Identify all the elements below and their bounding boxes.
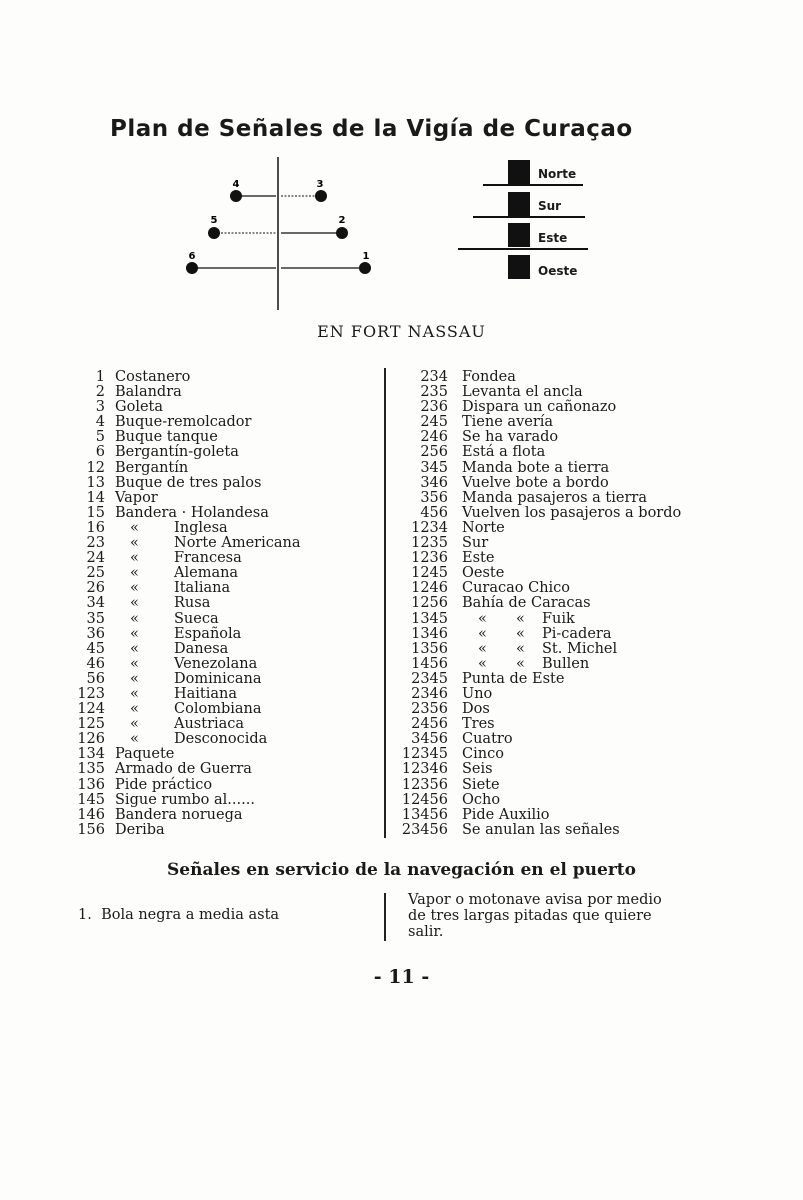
ball-3 [315,190,327,202]
flag-oeste [508,255,530,279]
direction-label: Oeste [538,264,578,278]
ball-6 [186,262,198,274]
signal-number: 1 [95,369,105,385]
ditto-mark: « [130,535,139,552]
ditto-mark: « [478,610,487,627]
signal-row [392,415,792,430]
direction-rule [483,184,583,186]
signal-row [392,430,792,445]
ditto-mark: « [516,640,525,657]
signal-meaning: Italiana [174,580,231,597]
signal-row [60,717,380,732]
ditto-mark: « [130,670,139,687]
signal-row [60,642,380,657]
signal-number: 124 [77,701,105,718]
signal-row [60,762,380,777]
signal-meaning: Siete [462,776,500,793]
label-1: 1 [362,251,370,262]
harbor-note-line: de tres largas pitadas que quiere [408,908,652,924]
signal-meaning: Balandra [115,384,182,401]
ditto-mark: « [130,580,139,597]
signal-meaning: Goleta [115,399,164,416]
signal-row [392,657,792,672]
signal-row [392,612,792,627]
signal-row [392,566,792,581]
signal-number: 46 [86,655,105,672]
signal-meaning: Norte Americana [174,535,301,552]
ball-2 [336,227,348,239]
harbor-item-number: 1. [78,907,92,923]
signal-row [60,491,380,506]
signal-row [60,596,380,611]
ditto-mark: « [130,550,139,567]
signal-row [392,823,792,838]
signal-meaning: Ocho [462,791,501,808]
signal-meaning: Cuatro [462,731,513,748]
signal-meaning: Norte [462,519,505,536]
signal-meaning: Cinco [462,746,504,763]
signal-row [392,717,792,732]
signal-meaning: Bahía de Caracas [462,595,591,612]
signal-number: 12346 [401,761,448,778]
signal-meaning: Está a flota [462,444,546,461]
signal-row [60,627,380,642]
ditto-mark: « [478,625,487,642]
signal-meaning: Levanta el ancla [462,384,583,401]
harbor-note [408,892,708,940]
signal-meaning: Punta de Este [462,670,565,687]
signal-meaning: Bandera · Holandesa [115,504,269,521]
ball-4 [230,190,242,202]
ditto-mark: « [130,610,139,627]
signal-meaning: Venezolana [174,655,258,672]
signal-number: 12356 [401,776,448,793]
signal-number: 256 [420,444,448,461]
signal-number: 146 [77,806,105,823]
signal-meaning: Haitiana [174,685,238,702]
signal-number: 6 [95,444,105,461]
signal-meaning: Se ha varado [462,429,559,446]
signal-row [60,702,380,717]
signal-meaning: Curacao Chico [462,580,571,597]
signal-row [60,400,380,415]
right-signal-list [392,370,792,838]
signal-meaning: Tiene avería [462,414,554,431]
signal-meaning: Rusa [174,595,211,612]
label-5: 5 [210,215,218,226]
signal-meaning: Oeste [462,565,505,582]
signal-number: 346 [420,474,448,491]
signal-row [60,823,380,838]
signal-number: 13 [86,474,105,491]
signal-number: 1256 [411,595,448,612]
signal-row [392,687,792,702]
signal-number: 2456 [411,716,448,733]
signal-row [60,747,380,762]
signal-number: 135 [77,761,105,778]
signal-number: 356 [420,489,448,506]
flag-este [508,223,530,247]
signal-meaning: Uno [462,685,493,702]
signal-row [60,778,380,793]
signal-row [392,476,792,491]
signal-meaning: Danesa [174,640,229,657]
signal-number: 12456 [401,791,448,808]
signal-row [392,642,792,657]
signal-meaning: Buque de tres palos [115,474,262,491]
signal-number: 1345 [411,610,448,627]
signal-row [60,732,380,747]
signal-row [392,627,792,642]
signal-meaning: Deriba [115,821,165,838]
signal-number: 2 [95,384,105,401]
signal-row [392,793,792,808]
signal-meaning: Armado de Guerra [115,761,252,778]
signal-meaning: Tres [462,716,495,733]
signal-number: 14 [86,489,105,506]
signal-meaning: Fondea [462,369,516,385]
signal-row [60,521,380,536]
signal-number: 236 [420,399,448,416]
signal-number: 26 [86,580,105,597]
signal-number: 1234 [411,519,448,536]
signal-row [60,385,380,400]
signal-number: 25 [86,565,105,582]
harbor-note-line: salir. [408,924,444,940]
signal-number: 15 [86,504,105,521]
signal-number: 125 [77,716,105,733]
signal-meaning: Vapor [115,489,158,506]
signal-meaning: Fuik [542,610,575,627]
page-number: - 11 - [373,966,430,988]
signal-row [60,672,380,687]
signal-row [60,445,380,460]
signal-meaning: Colombiana [174,701,262,718]
signal-row [392,551,792,566]
signal-number: 1246 [411,580,448,597]
harbor-note-line: Vapor o motonave avisa por medio [408,892,662,908]
signal-number: 345 [420,459,448,476]
signal-number: 2356 [411,701,448,718]
signal-number: 246 [420,429,448,446]
signal-number: 12345 [401,746,448,763]
signal-meaning: Inglesa [174,519,228,536]
signal-row [392,400,792,415]
left-signal-list [60,370,380,838]
signal-number: 456 [420,504,448,521]
harbor-item [78,907,279,923]
signal-number: 3456 [411,731,448,748]
signal-meaning: Pi-cadera [542,625,612,642]
ball-1 [359,262,371,274]
signal-number: 56 [86,670,105,687]
ditto-mark: « [130,595,139,612]
direction-label: Sur [538,199,562,213]
signal-meaning: Manda bote a tierra [462,459,610,476]
signal-meaning: Manda pasajeros a tierra [462,489,647,506]
label-2: 2 [338,215,346,226]
signal-number: 16 [86,519,105,536]
ball-signal-diagram [180,155,400,315]
signal-row [60,506,380,521]
signal-meaning: Sigue rumbo al...... [115,791,255,808]
signal-row [392,385,792,400]
signal-number: 5 [95,429,105,446]
flag-norte [508,160,530,184]
signal-row [392,506,792,521]
signal-row [392,445,792,460]
signal-number: 134 [77,746,105,763]
signal-meaning: Austriaca [174,716,245,733]
label-4: 4 [232,179,240,190]
signal-row [392,521,792,536]
signal-row [60,657,380,672]
signal-row [60,808,380,823]
ditto-mark: « [478,655,487,672]
signal-number: 12 [86,459,105,476]
signal-meaning: Alemana [174,565,239,582]
flag-sur [508,192,530,216]
signal-number: 234 [420,369,448,385]
signal-meaning: Bergantín-goleta [115,444,239,461]
signal-row [392,491,792,506]
signal-meaning: Bergantín [115,459,189,476]
signal-meaning: Francesa [174,550,242,567]
ball-5 [208,227,220,239]
signal-row [60,687,380,702]
direction-label: Este [538,231,568,245]
signal-number: 1356 [411,640,448,657]
signal-row [60,430,380,445]
ditto-mark: « [516,610,525,627]
signal-number: 126 [77,731,105,748]
direction-label: Norte [538,167,577,181]
signal-meaning: Bullen [542,655,590,672]
signal-row [60,612,380,627]
section-heading: EN FORT NASSAU [317,322,486,341]
signal-row [60,581,380,596]
signal-meaning: Dos [462,701,490,718]
signal-row [60,415,380,430]
signal-row [60,370,380,385]
ditto-mark: « [130,519,139,536]
signal-number: 1245 [411,565,448,582]
signal-meaning: Paquete [115,746,175,763]
label-3: 3 [316,179,324,190]
ditto-mark: « [130,685,139,702]
ditto-mark: « [130,701,139,718]
column-divider [384,368,386,838]
signal-number: 4 [95,414,105,431]
signal-row [60,536,380,551]
signal-meaning: St. Michel [542,640,618,657]
signal-row [392,702,792,717]
signal-meaning: Vuelven los pasajeros a bordo [462,504,682,521]
signal-row [392,536,792,551]
signal-number: 35 [86,610,105,627]
ditto-mark: « [516,655,525,672]
signal-number: 245 [420,414,448,431]
signal-number: 24 [86,550,105,567]
signal-number: 145 [77,791,105,808]
signal-number: 2345 [411,670,448,687]
signal-row [392,808,792,823]
ditto-mark: « [478,640,487,657]
signal-row [392,596,792,611]
signal-number: 34 [86,595,105,612]
signal-meaning: Española [174,625,242,642]
signal-row [60,461,380,476]
ditto-mark: « [130,565,139,582]
signal-number: 1236 [411,550,448,567]
signal-row [60,551,380,566]
signal-meaning: Pide Auxilio [462,806,550,823]
signal-row [392,778,792,793]
signal-row [60,476,380,491]
signal-row [392,732,792,747]
signal-number: 23456 [401,821,448,838]
ditto-mark: « [130,716,139,733]
harbor-item-text: Bola negra a media asta [101,907,280,923]
signal-row [392,370,792,385]
signal-meaning: Sueca [174,610,219,627]
ditto-mark: « [130,655,139,672]
signal-number: 1456 [411,655,448,672]
column-divider [384,893,386,941]
page-title: Plan de Señales de la Vigía de Curaçao [110,116,633,142]
signal-meaning: Pide práctico [115,776,213,793]
signal-meaning: Se anulan las señales [462,821,620,838]
signal-meaning: Sur [462,535,489,552]
signal-number: 1235 [411,535,448,552]
signal-meaning: Buque-remolcador [115,414,252,431]
ditto-mark: « [130,731,139,748]
signal-row [392,672,792,687]
signal-meaning: Bandera noruega [115,806,243,823]
signal-meaning: Costanero [115,369,191,385]
signal-row [392,762,792,777]
signal-number: 36 [86,625,105,642]
signal-number: 45 [86,640,105,657]
ditto-mark: « [130,625,139,642]
signal-number: 235 [420,384,448,401]
signal-row [60,566,380,581]
signal-meaning: Desconocida [174,731,268,748]
signal-number: 2346 [411,685,448,702]
signal-number: 136 [77,776,105,793]
signal-row [392,747,792,762]
signal-row [60,793,380,808]
signal-row [392,581,792,596]
harbor-section-title: Señales en servicio de la navegación en el puerto [167,860,636,880]
signal-meaning: Dispara un cañonazo [462,399,617,416]
signal-number: 156 [77,821,105,838]
signal-meaning: Este [462,550,495,567]
signal-number: 3 [95,399,105,416]
signal-number: 23 [86,535,105,552]
ditto-mark: « [516,625,525,642]
signal-meaning: Buque tanque [115,429,218,446]
signal-meaning: Seis [462,761,493,778]
signal-number: 123 [77,685,105,702]
signal-row [392,461,792,476]
label-6: 6 [188,251,196,262]
signal-meaning: Dominicana [174,670,262,687]
ditto-mark: « [130,640,139,657]
signal-number: 1346 [411,625,448,642]
signal-number: 13456 [401,806,448,823]
direction-rule [473,216,585,218]
direction-rule [458,248,588,250]
signal-meaning: Vuelve bote a bordo [462,474,609,491]
